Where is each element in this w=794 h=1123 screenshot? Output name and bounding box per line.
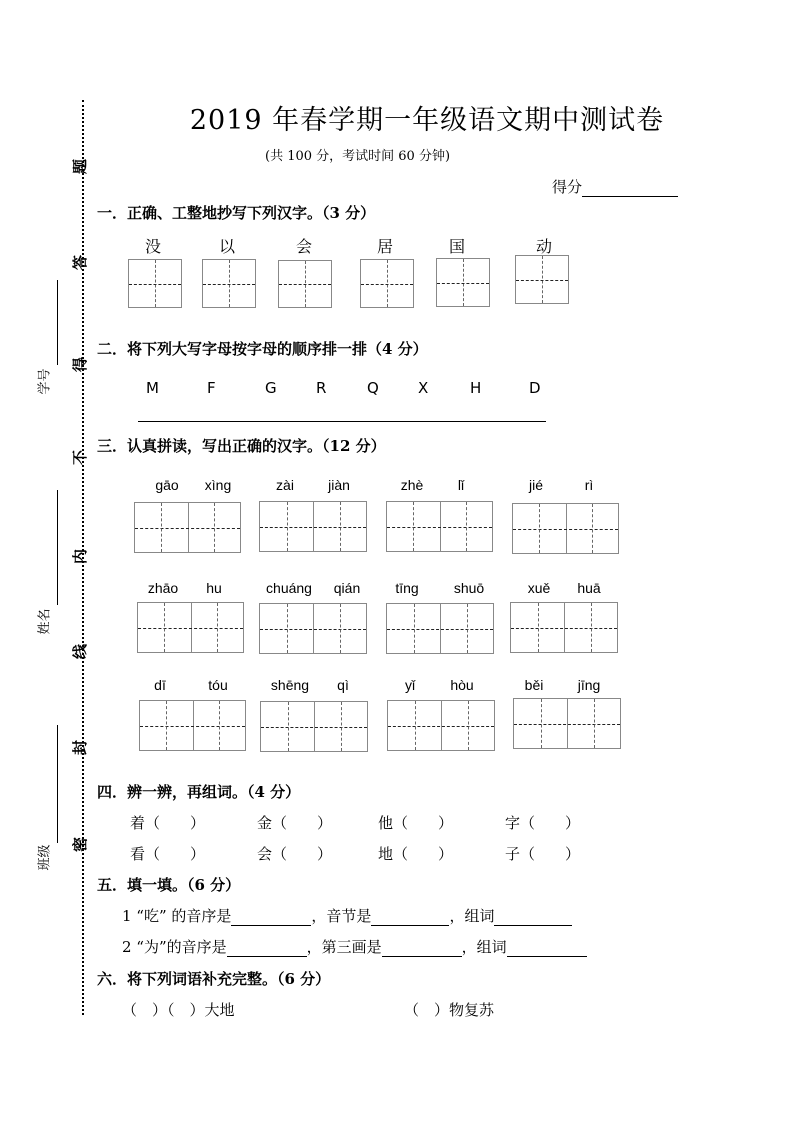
s1-char: 没 [144, 237, 161, 256]
s4-item[interactable]: 地（ ） [378, 845, 454, 863]
s4-item[interactable]: 看（ ） [130, 845, 206, 863]
student-id-line[interactable] [57, 280, 58, 365]
s3-writing-box[interactable] [512, 503, 619, 554]
s1-writing-box[interactable] [515, 255, 569, 304]
student-id-label: 学号 [37, 368, 53, 395]
s3-pinyin: qián [333, 580, 361, 596]
s1-writing-box[interactable] [202, 259, 256, 308]
s5-blank[interactable] [231, 911, 311, 926]
class-label: 班级 [37, 844, 53, 871]
s4-item[interactable]: 会（ ） [257, 845, 333, 863]
s3-heading: 三．认真拼读，写出正确的汉字。（12 分） [97, 437, 386, 455]
s5-blank[interactable] [507, 942, 587, 957]
s1-writing-box[interactable] [360, 259, 414, 308]
s5-q2-part: ，组词 [461, 938, 507, 956]
seal-char-8: 密 [71, 836, 90, 853]
s4-item[interactable]: 子（ ） [505, 845, 581, 863]
s3-pinyin: jié [528, 477, 543, 493]
s5-heading: 五．填一填。（6 分） [97, 876, 241, 894]
s5-q2-part: 2 “为”的音序是 [122, 938, 227, 956]
score-label: 得分 [552, 178, 583, 196]
s3-pinyin: běi [524, 677, 544, 693]
s2-letter: G [265, 379, 277, 397]
s4-item[interactable]: 着（ ） [130, 814, 206, 832]
s5-q1-part: 1 “吃” 的音序是 [122, 907, 232, 925]
s3-pinyin: tīng [395, 580, 419, 596]
s2-letter: F [207, 379, 216, 397]
s3-pinyin: tóu [208, 677, 228, 693]
s3-pinyin: gāo [155, 477, 179, 493]
name-line[interactable] [57, 490, 58, 605]
s3-pinyin: xuě [527, 580, 551, 596]
s3-pinyin: shuō [453, 580, 485, 596]
seal-char-4: 不 [71, 449, 90, 466]
s3-writing-box[interactable] [137, 602, 244, 653]
s3-writing-box[interactable] [259, 603, 367, 654]
seal-char-5: 内 [71, 548, 90, 565]
s5-blank[interactable] [371, 911, 449, 926]
s3-pinyin: lǐ [457, 477, 465, 493]
s3-pinyin: dī [154, 677, 166, 693]
s3-writing-box[interactable] [260, 701, 368, 752]
s3-pinyin: zài [276, 477, 294, 493]
s3-pinyin: rì [584, 477, 594, 493]
s2-letter: M [146, 379, 159, 397]
s2-letter: H [470, 379, 482, 397]
s3-pinyin: hu [206, 580, 222, 596]
score-field [552, 176, 678, 197]
s5-q1-part: ，音节是 [311, 907, 372, 925]
s3-writing-box[interactable] [134, 502, 241, 553]
seal-char-3: 得 [71, 356, 90, 373]
s1-heading: 一．正确、工整地抄写下列汉字。（3 分） [97, 204, 376, 222]
name-label: 姓名 [37, 608, 53, 635]
s3-pinyin: hòu [450, 677, 474, 693]
s4-heading: 四．辨一辨，再组词。（4 分） [97, 783, 301, 801]
s1-writing-box[interactable] [278, 260, 332, 308]
s3-writing-box[interactable] [386, 501, 493, 552]
s4-item[interactable]: 金（ ） [257, 814, 333, 832]
s2-letter: Q [367, 379, 379, 397]
s6-item[interactable]: （ ）（ ）大地 [122, 1001, 235, 1019]
s1-char: 居 [376, 237, 393, 256]
s3-pinyin: shēng [270, 677, 310, 693]
s5-blank[interactable] [494, 911, 572, 926]
s1-char: 以 [218, 237, 235, 256]
s3-pinyin: jiàn [328, 477, 350, 493]
s3-writing-box[interactable] [510, 602, 618, 653]
seal-char-7: 封 [71, 739, 90, 756]
s3-pinyin: zhè [400, 477, 424, 493]
s5-question-2 [122, 936, 587, 957]
seal-char-2: 答 [71, 254, 90, 271]
s2-letter: X [418, 379, 429, 397]
class-line[interactable] [57, 725, 58, 843]
seal-char-6: 线 [71, 643, 90, 660]
s5-blank[interactable] [382, 942, 462, 957]
s3-pinyin: qì [337, 677, 349, 693]
s3-pinyin: zhāo [147, 580, 179, 596]
s3-pinyin: huā [577, 580, 601, 596]
s4-item[interactable]: 字（ ） [505, 814, 581, 832]
s3-pinyin: yǐ [404, 677, 416, 693]
s1-char: 动 [535, 237, 552, 256]
s6-heading: 六．将下列词语补充完整。（6 分） [97, 970, 331, 988]
page-title: 2019 年春学期一年级语文期中测试卷 [189, 105, 665, 136]
s1-writing-box[interactable] [436, 258, 490, 307]
s5-question-1 [122, 905, 572, 926]
s3-pinyin: chuáng [266, 580, 312, 596]
s3-pinyin: jīng [577, 677, 601, 693]
s3-pinyin: xìng [204, 477, 232, 493]
score-blank[interactable] [582, 182, 678, 197]
s1-char: 国 [448, 237, 465, 256]
s3-writing-box[interactable] [139, 700, 246, 751]
s4-item[interactable]: 他（ ） [378, 814, 454, 832]
s2-letter: D [529, 379, 541, 397]
s2-answer-line[interactable] [138, 421, 546, 422]
s3-writing-box[interactable] [513, 698, 621, 749]
page-subtitle: (共 100 分，考试时间 60 分钟) [265, 149, 451, 164]
s3-writing-box[interactable] [387, 700, 495, 751]
s5-q2-part: ，第三画是 [306, 938, 382, 956]
s3-writing-box[interactable] [259, 501, 367, 552]
s5-q1-part: ，组词 [449, 907, 495, 925]
s5-blank[interactable] [227, 942, 307, 957]
seal-char-1: 题 [71, 158, 90, 175]
s6-item[interactable]: （ ）物复苏 [404, 1001, 495, 1019]
s1-char: 会 [295, 237, 312, 256]
s2-letter: R [316, 379, 327, 397]
s1-writing-box[interactable] [128, 259, 182, 308]
s2-heading: 二．将下列大写字母按字母的顺序排一排（4 分） [97, 340, 428, 358]
s3-writing-box[interactable] [386, 603, 494, 654]
